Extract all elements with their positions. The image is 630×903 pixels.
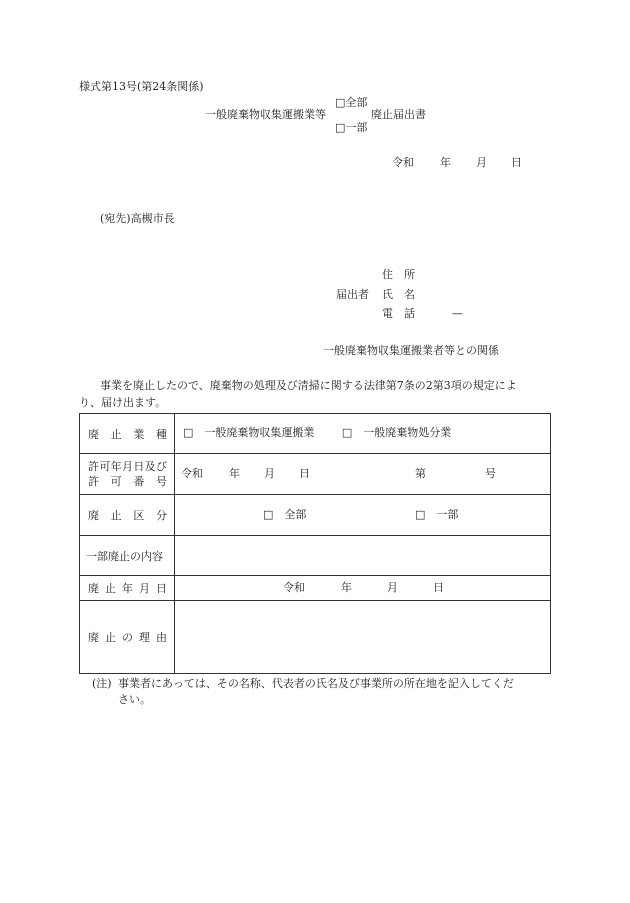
disposal-checkbox[interactable]: □ 一般廃棄物処分業 (341, 426, 452, 440)
abolition-category-cell (175, 495, 551, 536)
notification-table (79, 413, 551, 674)
permit-cell[interactable]: 令和 年 月 日 第 号 (175, 454, 551, 495)
date-era: 令和 (392, 156, 414, 169)
option-all-checkbox[interactable]: □全部 (335, 96, 368, 109)
abolish-part-checkbox[interactable]: □ 一部 (415, 508, 459, 521)
phone-dash: — (452, 307, 463, 320)
date-day: 日 (511, 156, 522, 169)
row-permit (80, 454, 551, 495)
partial-content-cell[interactable] (175, 536, 551, 576)
reason-label: 廃 止 の 理 由 (80, 601, 175, 674)
abolition-date-cell[interactable]: 令和 年 月 日 (175, 576, 551, 601)
abolition-category-label: 廃 止 区 分 (80, 495, 175, 536)
abolish-all-checkbox[interactable]: □ 全部 (263, 508, 307, 521)
business-type-label: 廃 止 業 種 (80, 414, 175, 454)
row-reason (80, 601, 551, 674)
note-line-1: 事業者にあっては、その名称、代表者の氏名及び事業所の所在地を記入してくだ (118, 677, 514, 690)
permit-label: 許 可 年 月 日 及 び 許 可 番 号 (80, 454, 175, 495)
intro-line-2: り、届け出ます。 (79, 396, 167, 409)
option-part-checkbox[interactable]: □一部 (335, 121, 368, 134)
addressee: (宛先)高槻市長 (100, 212, 175, 225)
phone-label: 電 話 (382, 307, 415, 320)
row-partial-content (80, 536, 551, 576)
intro-line-1: 事業を廃止したので、廃棄物の処理及び清掃に関する法律第7条の2第3項の規定によ (100, 379, 517, 392)
row-abolition-date (80, 576, 551, 601)
business-type-cell (175, 414, 551, 454)
address-label: 住 所 (382, 268, 415, 281)
note-line-2: さい。 (118, 693, 151, 706)
name-label: 氏 名 (382, 288, 415, 301)
title-suffix: 廃止届出書 (371, 108, 426, 121)
row-business-type (80, 414, 551, 454)
partial-content-label: 一部廃止の内容 (80, 536, 175, 576)
notifier-group-label: 届出者 (336, 288, 369, 301)
form-number: 様式第13号(第24条関係) (79, 80, 204, 93)
reason-cell[interactable] (175, 601, 551, 674)
row-abolition-category (80, 495, 551, 536)
collection-transport-checkbox[interactable]: □ 一般廃棄物収集運搬業 (183, 426, 315, 440)
date-year: 年 (440, 156, 451, 169)
date-month: 月 (476, 156, 487, 169)
note-mark: (注) (92, 677, 112, 690)
relation-label: 一般廃棄物収集運搬業者等との関係 (323, 344, 499, 357)
title-prefix: 一般廃棄物収集運搬業等 (205, 108, 326, 121)
abolition-date-label: 廃 止 年 月 日 (80, 576, 175, 601)
